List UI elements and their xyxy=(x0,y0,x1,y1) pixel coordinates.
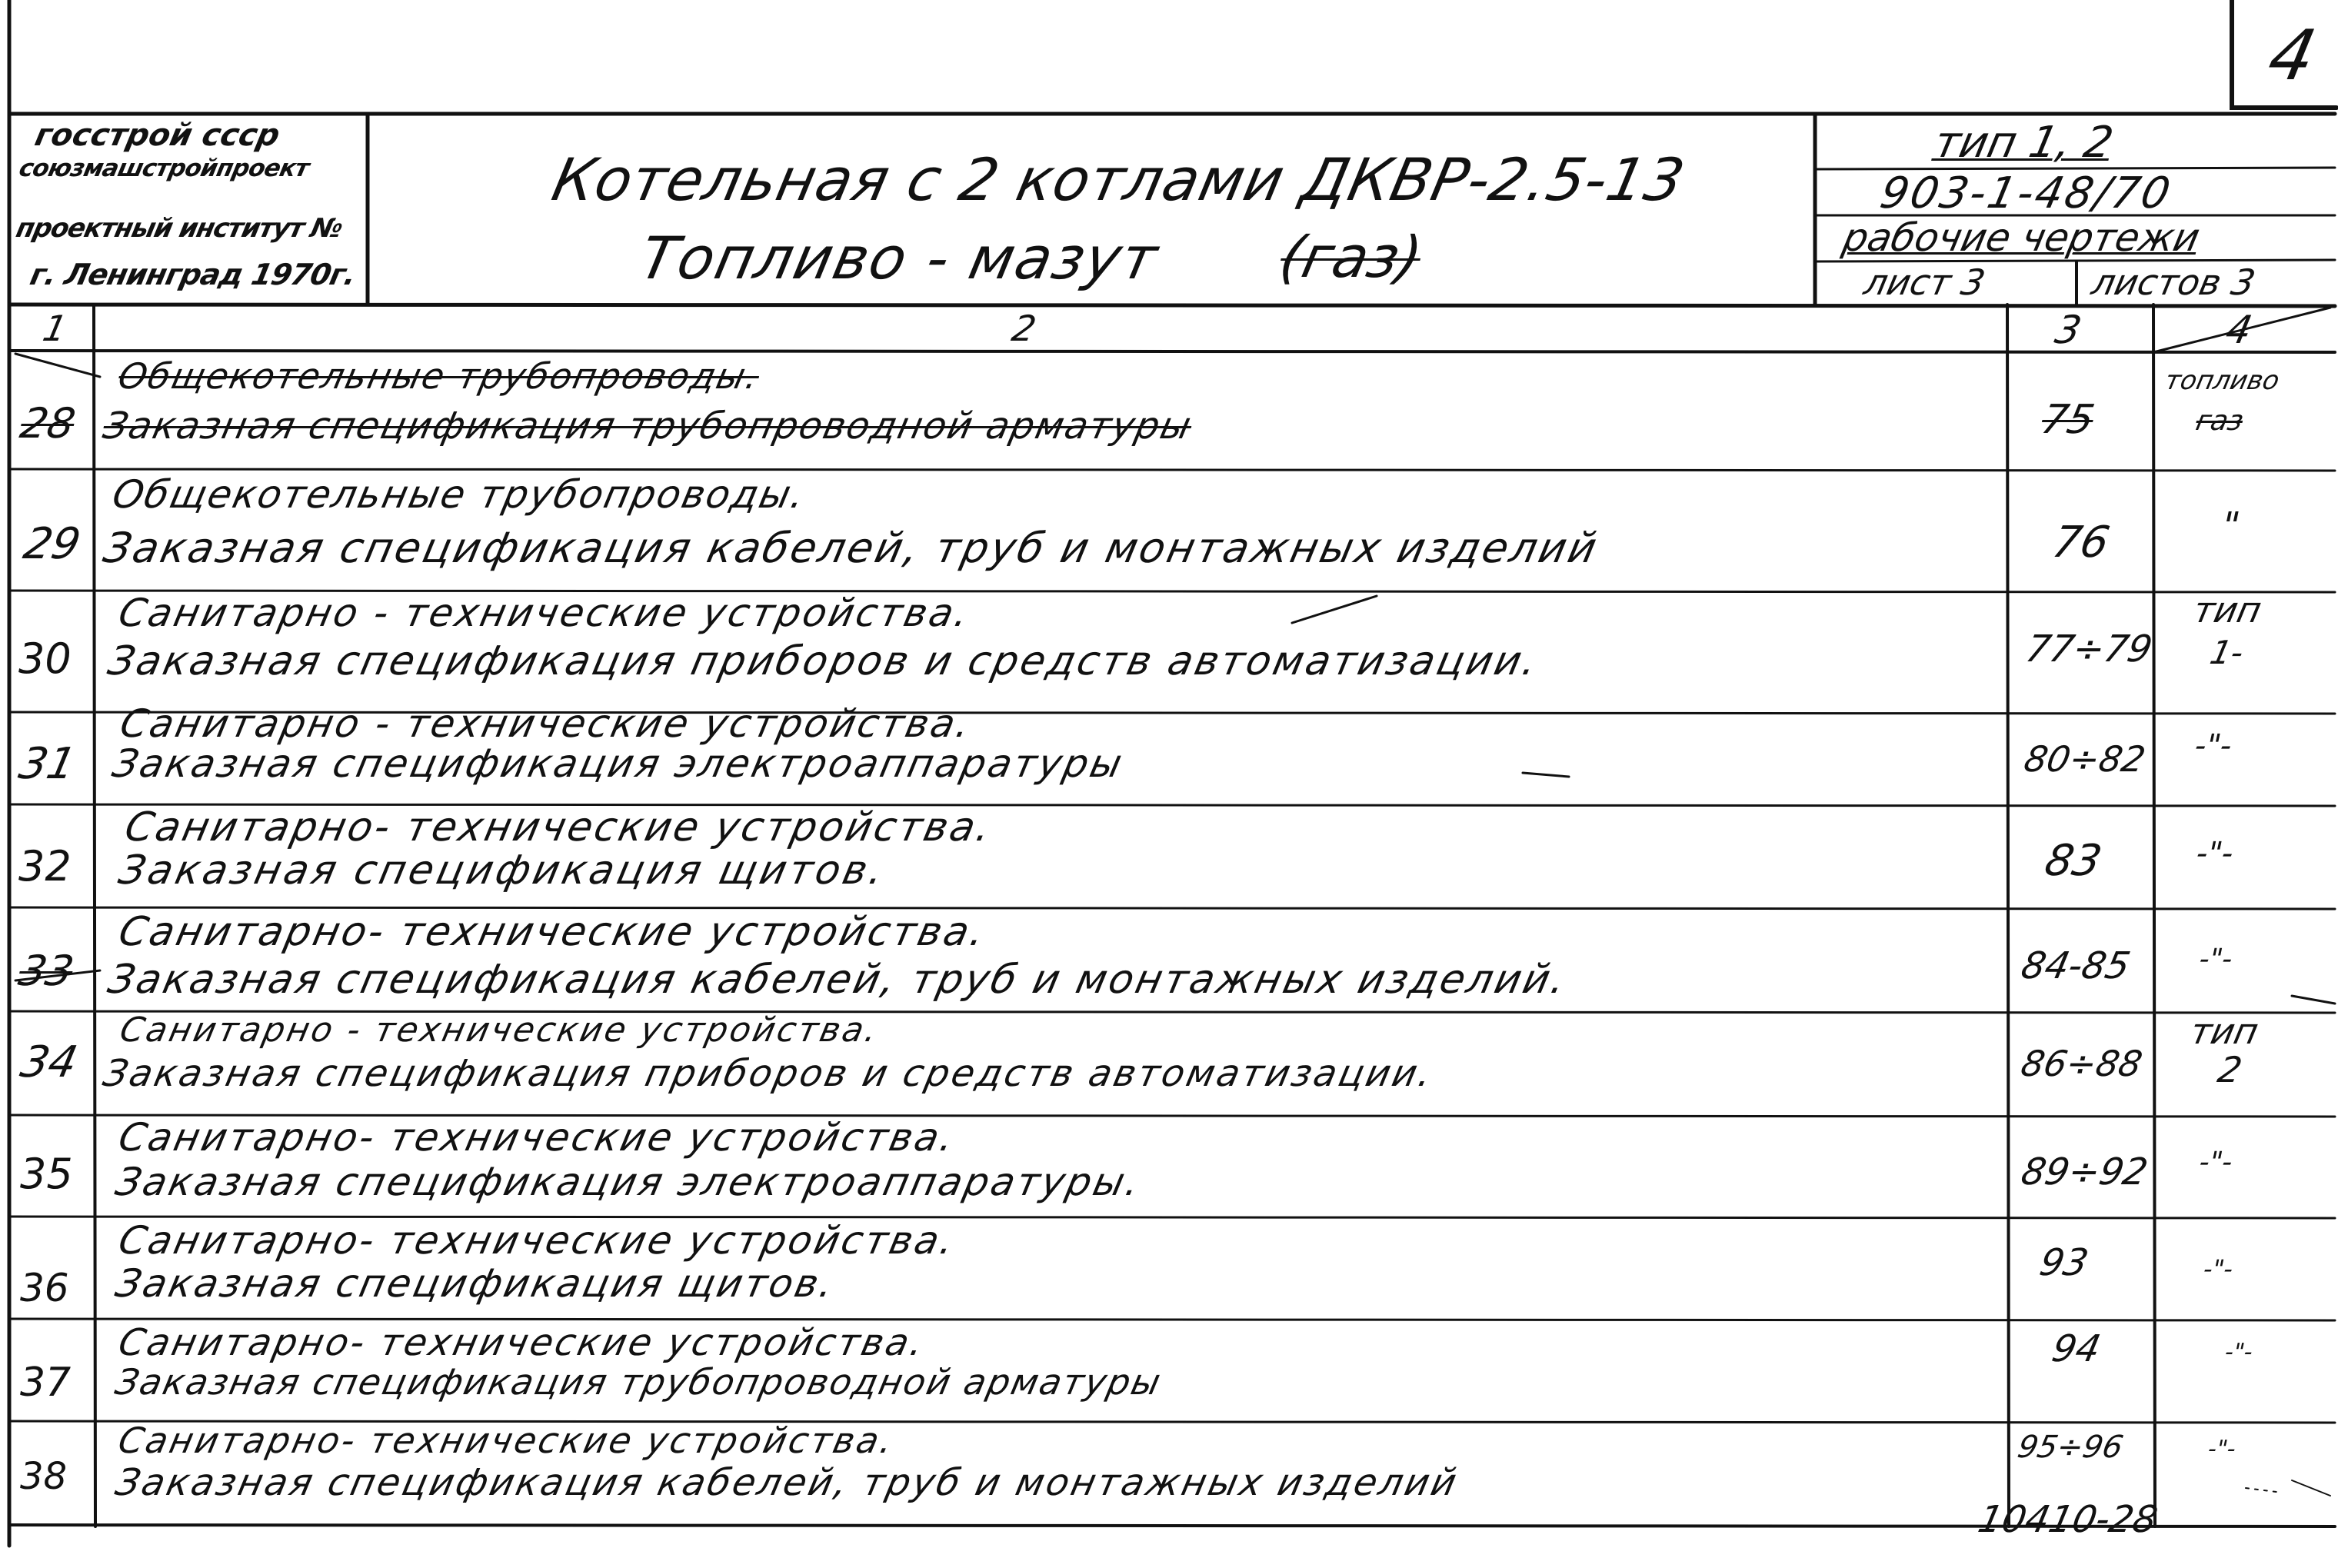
row-note-1: -"- xyxy=(2200,1254,2236,1283)
row-line-2: Заказная спецификация приборов и средств автоматизации. xyxy=(99,1052,1438,1095)
row-pages: 95÷96 xyxy=(2014,1430,2127,1465)
title-line-1: Котельная с 2 котлами ДКВР-2.5-13 xyxy=(546,145,1691,214)
row-line-1: Санитарно - технические устройства. xyxy=(116,701,977,746)
row-note-2: газ xyxy=(2193,405,2246,437)
column-number-4: 4 xyxy=(2222,308,2256,352)
row-note-1: -"- xyxy=(2205,1436,2239,1463)
row-line-1: Санитарно- технические устройства. xyxy=(115,1321,930,1364)
column-number-1: 1 xyxy=(39,308,71,349)
row-line-1: Санитарно- технические устройства. xyxy=(121,804,997,851)
row-note-1: -"- xyxy=(2196,1147,2236,1178)
info-sheet: лист 3 xyxy=(1860,261,1989,303)
row-number: 30 xyxy=(18,634,72,683)
row-number: 34 xyxy=(16,1037,82,1087)
row-line-1: Санитарно- технические устройства. xyxy=(115,909,991,955)
row-line-1: Общекотельные трубопроводы. xyxy=(115,355,764,397)
row-line-2: Заказная спецификация щитов. xyxy=(115,847,891,894)
row-pages: 76 xyxy=(2048,518,2114,568)
org-line-2: союзмашстройпроект xyxy=(16,155,311,182)
row-note-1: тип xyxy=(2190,589,2266,631)
row-pages: 89÷92 xyxy=(2017,1150,2152,1193)
org-line-4: г. Ленинград 1970г. xyxy=(27,258,359,291)
row-line-2: Заказная спецификация трубопроводной арматуры xyxy=(112,1361,1166,1403)
row-note-1: тип xyxy=(2186,1010,2263,1052)
row-note-2: 1- xyxy=(2206,634,2247,671)
row-number: 33 xyxy=(15,947,78,995)
row-number: 37 xyxy=(20,1360,72,1406)
row-pages: 77÷79 xyxy=(2022,628,2156,671)
row-line-1: Общекотельные трубопроводы. xyxy=(108,472,811,517)
footer-code: 10410-28 xyxy=(1974,1498,2162,1541)
row-number: 36 xyxy=(20,1266,69,1310)
row-note-1: -"- xyxy=(2222,1339,2256,1366)
row-line-2: Заказная спецификация кабелей, труб и монтажных изделий. xyxy=(104,957,1572,1003)
row-line-1: Санитарно - технические устройства. xyxy=(115,591,975,635)
row-note-1: топливо xyxy=(2162,365,2283,396)
row-line-2: Заказная спецификация электроаппаратуры xyxy=(108,741,1128,786)
row-line-2: Заказная спецификация щитов. xyxy=(112,1261,840,1306)
org-line-3: проектный институт № xyxy=(13,213,345,244)
row-note-2: 2 xyxy=(2214,1049,2246,1090)
title-line-2-struck: (газ) xyxy=(1274,225,1428,291)
row-line-2: Заказная спецификация трубопроводной арматуры xyxy=(99,404,1197,448)
row-pages: 80÷82 xyxy=(2020,738,2150,780)
row-line-2: Заказная спецификация кабелей, труб и монтажных изделий xyxy=(99,524,1604,572)
row-note-1: -"- xyxy=(2196,944,2236,975)
row-number: 38 xyxy=(20,1455,68,1498)
row-pages: 84-85 xyxy=(2017,944,2134,987)
sheet-number: 4 xyxy=(2261,15,2323,96)
row-pages: 86÷88 xyxy=(2017,1043,2146,1084)
row-line-1: Санитарно- технические устройства. xyxy=(115,1420,899,1461)
column-number-2: 2 xyxy=(1008,308,1040,349)
row-note-1: -"- xyxy=(2193,836,2237,871)
info-type: тип 1, 2 xyxy=(1930,118,2118,168)
row-line-2: Заказная спецификация кабелей, труб и монтажных изделий xyxy=(112,1461,1463,1504)
info-doc-code: 903-1-48/70 xyxy=(1876,168,2177,218)
title-line-2-prefix: Топливо - мазут xyxy=(634,224,1165,292)
column-number-3: 3 xyxy=(2051,308,2086,352)
row-number: 28 xyxy=(16,399,80,448)
row-pages: 83 xyxy=(2040,836,2107,886)
row-line-2: Заказная спецификация электроаппаратуры. xyxy=(112,1160,1146,1204)
row-line-1: Санитарно- технические устройства. xyxy=(115,1115,961,1160)
org-line-1: госстрой ссср xyxy=(32,118,283,153)
row-pages: 93 xyxy=(2036,1241,2093,1284)
row-pages: 75 xyxy=(2037,397,2099,443)
info-sheets-total: листов 3 xyxy=(2088,261,2260,303)
row-note-1: -"- xyxy=(2191,728,2236,764)
row-number: 32 xyxy=(18,842,72,891)
row-pages: 94 xyxy=(2048,1327,2105,1370)
row-note-1: " xyxy=(2217,504,2244,548)
row-number: 31 xyxy=(15,739,81,789)
row-line-1: Санитарно - технические устройства. xyxy=(116,1010,883,1050)
info-doc-kind: рабочие чертежи xyxy=(1839,215,2204,260)
row-number: 29 xyxy=(19,519,85,569)
row-number: 35 xyxy=(20,1150,73,1198)
row-line-1: Санитарно- технические устройства. xyxy=(115,1218,961,1263)
row-line-2: Заказная спецификация приборов и средств автоматизации. xyxy=(104,638,1544,684)
